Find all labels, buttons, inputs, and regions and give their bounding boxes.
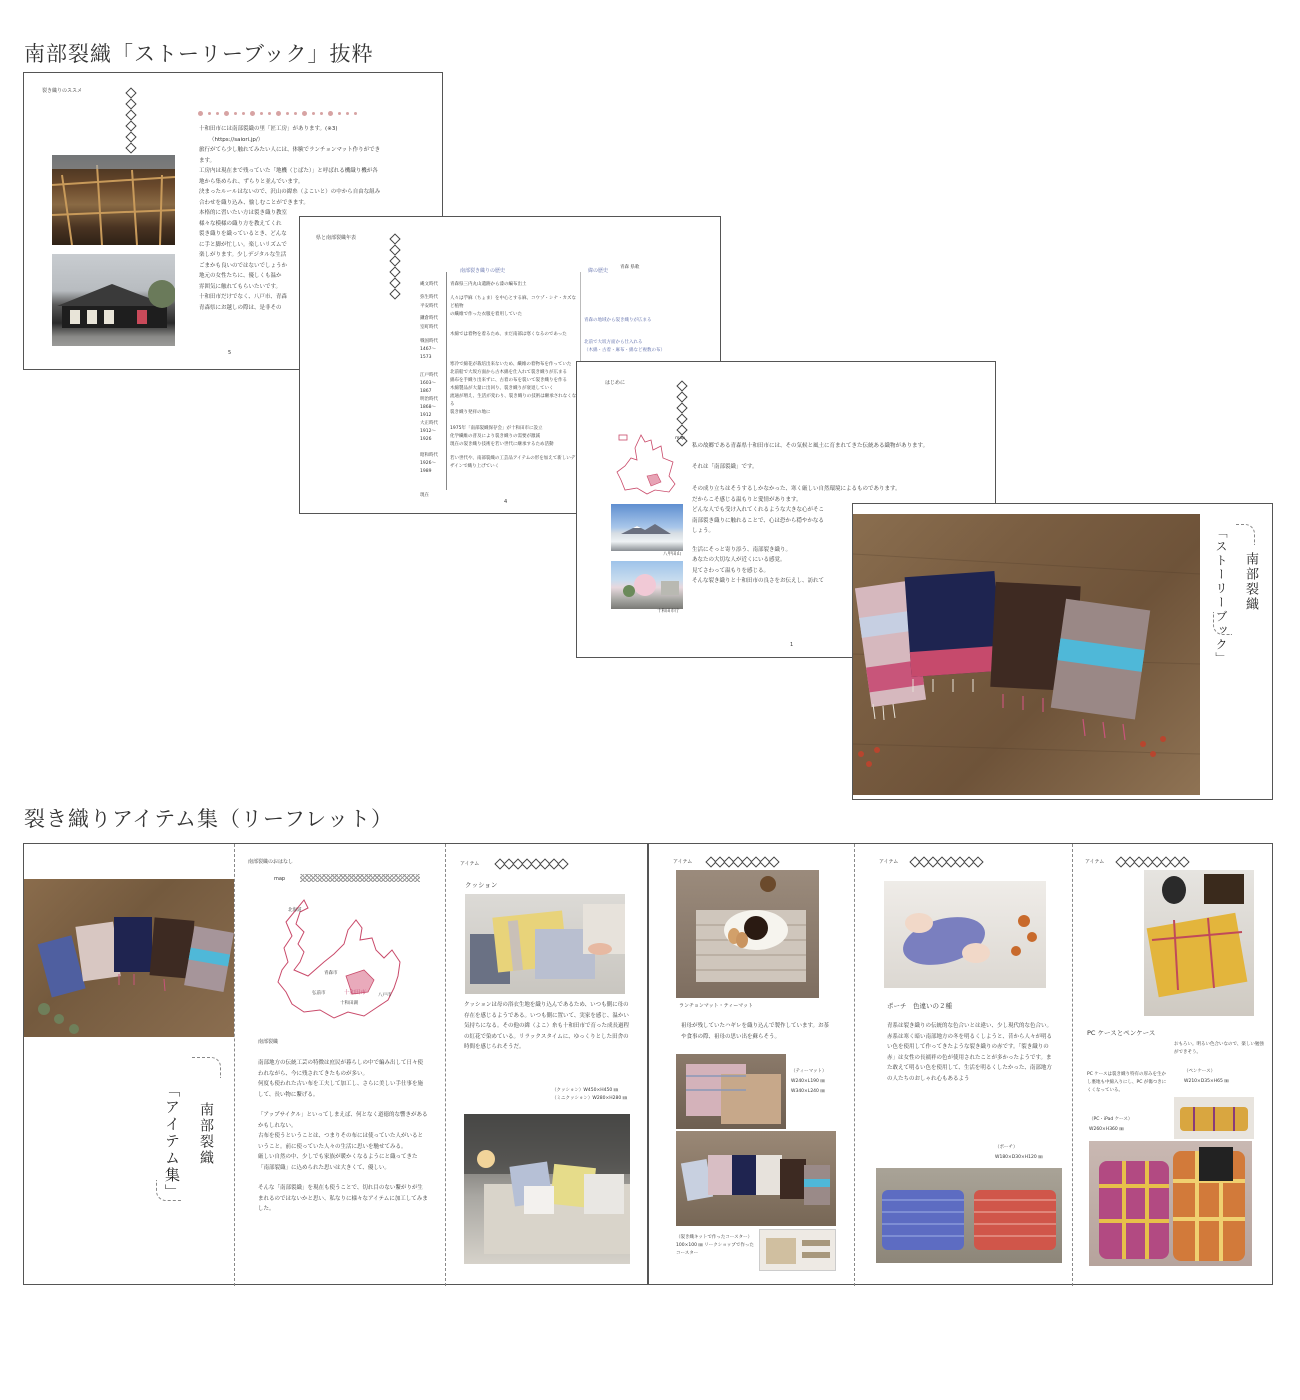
col2-line: 北前で大坂方面から仕入れる	[584, 340, 643, 345]
text-line: に手と脚が忙しい。楽しいリズムで	[199, 241, 287, 248]
text-line: 工房内は現在まで残っていた「地機（じばた）」と呼ばれる機織り機が各	[199, 168, 378, 174]
text-line: その成り立ちはそうするしかなかった、寒く厳しい自然環境によるものであります。	[692, 486, 901, 492]
map-place: 青森市	[324, 971, 338, 976]
timeline-history	[450, 281, 580, 471]
text-line: それは「南部裂織」です。	[692, 463, 758, 470]
history-line: 寒冷で綿花が栽培出来ないため、繊維の着物布を作っていた	[450, 362, 572, 367]
item-header: アイテム	[460, 861, 480, 867]
coaster-caption: （裂き織キットで作ったコースター）100×100 ㎜ リークショップで作ったコースター	[676, 1235, 754, 1256]
text-line: 十和田市だけでなく、八戸市、青森	[199, 294, 287, 300]
aomori-map	[611, 432, 683, 500]
text-line: 決まったルールはないので、沢山の緯糸（よこいと）の中から自由な組み	[199, 189, 381, 195]
fold-line	[1072, 844, 1073, 1286]
towada-city-photo	[611, 561, 683, 609]
coaster-photo	[853, 514, 1200, 795]
map-place: 十和田湖	[340, 1001, 358, 1006]
workshop-photo	[52, 155, 175, 245]
text-line: 本格的に習いたい方は裂き織り教室	[199, 210, 288, 216]
history-line: 北前船で大坂方面から古木綿を仕入れて裂き織りが広まる	[450, 370, 567, 375]
text-line: 楽しがります。少しデジタルな生活	[199, 252, 287, 258]
mat-text: 祖母が残していたハギレを織り込んで製作しています。お茶や食事の際、祖母の思い出を蘇らそう。	[681, 1023, 830, 1040]
diamond-row	[496, 860, 567, 868]
fold-line	[445, 844, 446, 1286]
timeline-divider	[446, 272, 447, 490]
storybook-cover	[852, 503, 1273, 800]
story-subhead: 南部裂織	[258, 1039, 279, 1045]
fold-line	[234, 844, 235, 1286]
history-line: 青森県三内丸山遺跡から漆の編布出土	[450, 282, 527, 287]
leaflet-cover-title: 南部裂織	[198, 1102, 214, 1166]
pouches-photo	[876, 1168, 1062, 1263]
item-spec: W340×L240 ㎜	[791, 1089, 825, 1094]
text-line: 様々な模様の織り方を教えてくれ	[199, 220, 282, 227]
item-title: ランチョンマット・ティーマット	[679, 1003, 754, 1009]
col2-line: 青森の地域から裂き織りが広まる	[584, 318, 652, 323]
story-paragraph: 何度も使われた古い布を工夫して加工し、さらに美しい手仕事を施して、長い物に繋げる。	[258, 1081, 424, 1098]
diamond-row	[707, 858, 778, 866]
workshop-building-photo	[52, 254, 175, 346]
cover-title: 南部裂織	[1243, 552, 1258, 612]
era-label: 1912～1926	[420, 429, 436, 442]
map-label: map	[274, 876, 286, 882]
map-place: 十和田市	[344, 990, 367, 996]
title-bracket-top	[1236, 524, 1255, 545]
timeline-col1-title: 南部裂き織りの歴史	[460, 268, 506, 274]
history-line: 木綿製品が大量に出回り、裂き織りが衰退していく	[450, 386, 554, 391]
page-header: はじめに	[605, 380, 626, 386]
leaflet-cover-photo	[24, 879, 234, 1037]
era-label: 弥生時代	[420, 295, 438, 300]
era-label: 1603～1867	[420, 381, 436, 394]
history-line: 1975年「南部裂織保存会」が十和田市に設立	[450, 426, 543, 431]
text-line: ごまかも良いのではないでしょうか	[199, 262, 288, 269]
page-number: 4	[504, 499, 508, 505]
text-line: 見てさわって温もりを感じる。	[692, 567, 769, 574]
item-spec: （ミニクッション）W280×H280 ㎜	[552, 1096, 628, 1101]
text-line: 十和田市には南部裂織の里「匠工房」があります。(※3)	[199, 126, 338, 132]
placemat-photo	[676, 1054, 786, 1129]
history-line: の繊維で作った衣服を着用していた	[450, 312, 522, 317]
diamond-row	[1117, 858, 1188, 866]
coaster-kit-photo	[759, 1229, 836, 1271]
history-line: 木綿では着物を着るため、まだ南部は寒くなるのであった	[450, 332, 567, 337]
era-label: 平安時代	[420, 304, 438, 309]
text-line: 裂き織りを織っているとき、どんな	[199, 231, 287, 237]
pen-case-text: おもろい。明るい色合いなので、楽しい勉強ができそう。	[1174, 1042, 1264, 1055]
item-spec: （PC・iPad ケース）	[1089, 1117, 1133, 1122]
story-paragraph: そんな「南部裂織」を現在も使うことで、切れ目のない繋がりが生まれるのではないかと思い、私なりに様々なアイテムに加工してみました。	[258, 1185, 428, 1212]
page-header: 裂き織りのススメ	[42, 88, 83, 94]
text-line: 旅行がてら少し触れてみたい人には、体験でランチョンマット作りができ	[199, 147, 381, 153]
item-title: PC ケースとペンケース	[1087, 1029, 1156, 1037]
item-title: ポーチ 色違いの２種	[887, 1002, 952, 1010]
era-label: 鎌倉時代	[420, 316, 438, 321]
item-header: アイテム	[673, 859, 693, 865]
col2-line: （木綿・古着・麻布・綿など複数の布）	[584, 348, 665, 353]
pc-case-photo	[1144, 870, 1254, 1016]
page-number: 1	[790, 642, 794, 648]
item-header: アイテム	[1085, 859, 1105, 865]
leaflet-cover-subtitle: 「アイテム集」	[163, 1082, 181, 1201]
story-header: 南部裂織のおはなし	[248, 859, 294, 865]
item-title: クッション	[465, 881, 498, 889]
history-line: 綿布を手織り出来ずに、古着の布を裂いて裂き織りを作る	[450, 378, 567, 383]
map-place: 北海道	[288, 908, 302, 913]
page-number: 5	[228, 350, 232, 356]
era-label: 1467～ 1573	[420, 347, 436, 360]
text-line: 南部裂き織りに触れることで、心は恐から穏やかなる	[692, 517, 824, 524]
era-label: 室町時代	[420, 325, 438, 330]
text-line: 生活にそっと寄り添う、南部裂き織り。	[692, 546, 792, 553]
pc-cases-photo	[1089, 1141, 1252, 1266]
hatch-ornament	[300, 874, 420, 882]
text-line	[692, 472, 992, 484]
cushion-text: クッションは母の浴衣生地を織り込んであるため、いつも側に母の存在を感じるようである。いつも側に置いて、実家を感じ、温かい気持ちになる。その他の緯（よこ）糸も十和田市で育った成長過程の紅花で染めている。リラックスタイムに、ゆっくりとした田舎の時間を感じられそうだ。	[464, 1002, 630, 1050]
leaflet-right-spread	[648, 843, 1273, 1285]
history-line: 現在の裂き織り技術を若い世代に継承するため活動	[450, 442, 554, 447]
text-line: あなたの大切な人が近くにいる感覚。	[692, 557, 786, 563]
timeline-col2-note: 青森 県歌	[620, 265, 640, 270]
item-spec: （ティーマット）	[791, 1069, 827, 1074]
page-header: 県と南部裂織年表	[316, 235, 357, 241]
item-spec: W260×H360 ㎜	[1089, 1127, 1124, 1132]
item-spec: （ポーチ）	[995, 1145, 1018, 1150]
story-paragraph: 古布を使うということは、つまりその布には使っていた人がいるということ。前に使っていた人々の生活に思いを馳せてみる。	[258, 1133, 424, 1150]
pc-case-text: PC ケースは裂き織り特有の厚みを生かし裏地も中綿入りにし、PC が傷つきにくくなっている。	[1087, 1072, 1167, 1093]
cover-subtitle: 「ストーリーブック」	[1214, 526, 1228, 666]
era-label: 戦国時代	[420, 339, 438, 344]
fold-line	[854, 844, 855, 1286]
mt-hakkoda-photo	[611, 504, 683, 551]
era-label: 1868～1912	[420, 405, 436, 418]
diamond-ornament	[390, 235, 399, 301]
diamond-row	[911, 858, 982, 866]
text-line: 雰囲気に触れてもらいたいです。	[199, 283, 282, 290]
text-line: ます。	[199, 157, 216, 164]
era-label: 江戸時代	[420, 373, 438, 378]
leaflet-left-spread	[23, 843, 648, 1285]
text-line: どんな人でも受け入れてくれるような大きな心がそこ	[692, 507, 825, 513]
tea-mat-photo	[676, 870, 819, 998]
era-label: 縄文時代	[420, 282, 438, 287]
text-line: そんな裂き織りと十和田市の良さをお伝えし、訪れて	[692, 578, 825, 584]
item-spec: W180×D30×H120 ㎜	[995, 1155, 1043, 1160]
history-line: 流通が増え、生活が変わり、裂き織りの技術は継承されなくなる	[450, 394, 577, 407]
map-place: 弘前市	[312, 991, 326, 996]
photo-caption: 十和田市庁	[657, 609, 680, 614]
title-bracket-bottom	[156, 1180, 181, 1201]
title-bracket-bottom	[1213, 612, 1232, 635]
era-label: 1926～1989	[420, 461, 436, 474]
photo-caption: 八甲田山	[663, 552, 681, 557]
era-label: 現在	[420, 493, 429, 498]
history-line: ザインで織り上げていく	[450, 464, 500, 469]
cushion-photo	[465, 894, 625, 994]
timeline-col2-title: 緯の歴史	[588, 268, 609, 274]
history-line: 人々は苧麻（ちょま）を中心とする麻、コウゾ・シナ・カズなど植物	[450, 296, 576, 309]
map-label: map	[675, 436, 685, 441]
pen-case-photo	[1174, 1097, 1254, 1139]
dot-ornament	[198, 111, 357, 116]
pouch-hands-photo	[884, 881, 1046, 988]
text-line: 青森県にお越しの際は、是非その	[199, 304, 282, 311]
story-paragraph: 厳しい自然の中、少しでも家族が暖かくなるようにと織ってきた「南部裂織」に込められた思いは大きくて、優しい。	[258, 1154, 418, 1171]
timeline-eras	[420, 281, 444, 500]
item-spec: （ペンケース）	[1184, 1069, 1216, 1074]
story-paragraph: 「アップサイクル」といってしまえば、何となく道徳的な響きがあるかもしれない。	[258, 1112, 428, 1129]
pouch-text: 青系は裂き織りの伝統的な色合いとは違い、少し現代的な色合い。赤系は寒く暗い南部地方の冬を明るくしようと、昔から人々が明るい色を使用して作ってきたような裂き織りの赤です。「裂き織りの赤」は女性の長襦袢の色が使用されたことが多かったようです。また敢えて明るい色を使用して、生活を明るくしたかった、南部地方の人たちのおしゃれ心もあるよう	[887, 1023, 1053, 1082]
era-label: 明治時代	[420, 397, 438, 402]
text-line: しょう。	[692, 528, 715, 534]
history-line: 裂き織り発祥の地に	[450, 410, 491, 415]
section-title-leaflet: 裂き織りアイテム集（リーフレット）	[24, 807, 393, 831]
item-spec: W210×D35×H65 ㎜	[1184, 1079, 1229, 1084]
story-body	[258, 1058, 428, 1215]
text-line	[692, 452, 992, 462]
coaster-set-photo	[676, 1131, 836, 1226]
story-paragraph: 南部地方の伝統工芸の特徴は庶民が暮らしの中で編み出して日々使われながら、今に残されてきたものが多い。	[258, 1060, 424, 1077]
map-place: 八戸市	[378, 993, 392, 998]
title-bracket-top	[192, 1057, 221, 1078]
text-line: （https://saiori.jp/）	[209, 136, 264, 143]
item-header: アイテム	[879, 859, 899, 865]
text-line: 地元の女性たちに、優しくも温か	[199, 273, 282, 279]
text-line: だからこそ感じる温もりと愛情があります。	[692, 496, 802, 503]
history-line: 若い世代や、南部裂織の工芸品アイテムの形を加えて新しいデ	[450, 456, 576, 461]
era-label: 大正時代	[420, 421, 438, 426]
text-line: 合わせを織り込み、愉しむことができます。	[199, 199, 309, 206]
section-title-storybook: 南部裂織「ストーリーブック」抜粋	[24, 42, 374, 66]
item-spec: W240×L190 ㎜	[791, 1079, 825, 1084]
era-label: 昭和時代	[420, 453, 438, 458]
item-spec: （クッション）W450×H450 ㎜	[552, 1088, 619, 1093]
text-line: 私の故郷である青森県十和田市には、その気候と風土に育まれてきた伝統ある織物があります。	[692, 443, 929, 449]
timeline-col2	[584, 317, 679, 355]
text-line: 地から集められ、ずらりと並んでいます。	[199, 178, 304, 185]
diamond-ornament	[126, 89, 135, 155]
history-line: 化学繊維の普及により裂き織りの需要が激減	[450, 434, 540, 439]
cushion-sofa-photo	[464, 1114, 630, 1264]
